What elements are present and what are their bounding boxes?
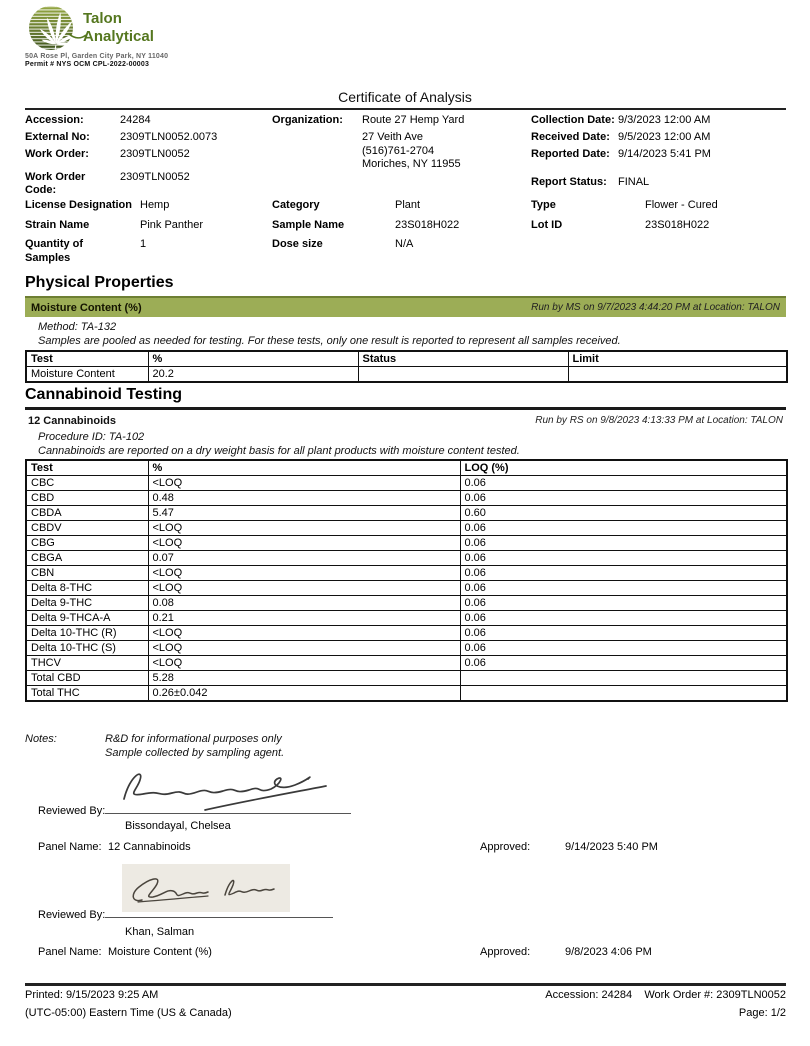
strain-name-label: Strain Name xyxy=(25,219,90,231)
footer-work-order: Work Order #: 2309TLN0052 xyxy=(644,989,786,1001)
strain-name-value: Pink Panther xyxy=(140,219,203,231)
collection-date-label: Collection Date: xyxy=(531,114,615,126)
received-date-value: 9/5/2023 12:00 AM xyxy=(618,131,711,143)
approved-1-value: 9/14/2023 5:40 PM xyxy=(565,841,658,853)
work-order-code-label: Work Order xyxy=(25,171,86,183)
table-row: Delta 10-THC (S) <LOQ 0.06 xyxy=(26,641,787,656)
collection-date-value: 9/3/2023 12:00 AM xyxy=(618,114,711,126)
approved-2-value: 9/8/2023 4:06 PM xyxy=(565,946,652,958)
moisture-banner xyxy=(25,296,786,317)
footer-accession: Accession: 24284 xyxy=(545,989,633,1001)
lab-permit: Permit # NYS OCM CPL-2022-00003 xyxy=(25,61,150,68)
footer-divider xyxy=(25,983,786,986)
work-order-code-label-2: Code: xyxy=(25,184,57,196)
table-row: THCV <LOQ 0.06 xyxy=(26,656,787,671)
table-row: CBDV <LOQ 0.06 xyxy=(26,521,787,536)
type-label: Type xyxy=(531,199,556,211)
approved-2-label: Approved: xyxy=(480,946,531,958)
footer-printed: Printed: 9/15/2023 9:25 AM xyxy=(25,989,159,1001)
notes-line2: Sample collected by sampling agent. xyxy=(105,747,285,759)
reviewed-by-2 xyxy=(38,906,333,921)
table-row: CBDA 5.47 0.60 xyxy=(26,506,787,521)
category-value: Plant xyxy=(395,199,421,211)
moisture-note: Samples are pooled as needed for testing. For these tests, only one result is reported to represent all samples received. xyxy=(38,335,621,347)
talon-logo xyxy=(25,4,205,52)
cannabinoids-col-pct: % xyxy=(148,460,460,476)
table-row: CBG <LOQ 0.06 xyxy=(26,536,787,551)
signature-salman-image xyxy=(122,864,290,912)
cannabinoids-banner xyxy=(25,407,786,429)
accession-value: 24284 xyxy=(120,114,151,126)
organization-address2: Moriches, NY 11955 xyxy=(362,158,461,170)
table-row: CBN <LOQ 0.06 xyxy=(26,566,787,581)
cannabinoids-banner-title: 12 Cannabinoids xyxy=(28,414,117,427)
quantity-value: 1 xyxy=(140,238,147,250)
reviewer-name-2: Khan, Salman xyxy=(125,926,195,938)
cannabinoids-run-info: Run by RS on 9/8/2023 4:13:33 PM at Location: TALON xyxy=(535,415,783,426)
cannabinoids-table xyxy=(25,459,788,702)
license-designation-label: License Designation xyxy=(25,199,132,211)
type-value: Flower - Cured xyxy=(645,199,718,211)
physical-properties-heading: Physical Properties xyxy=(25,274,174,291)
panel-name-1-label: Panel Name: xyxy=(38,841,102,853)
license-designation-value: Hemp xyxy=(140,199,170,211)
cannabinoids-col-loq: LOQ (%) xyxy=(460,460,787,476)
moisture-banner-title: Moisture Content (%) xyxy=(31,301,142,314)
moisture-col-limit: Limit xyxy=(568,351,787,367)
moisture-table xyxy=(25,350,788,383)
accession-label: Accession: xyxy=(25,114,84,126)
table-row: Total CBD 5.28 xyxy=(26,671,787,686)
work-order-label: Work Order: xyxy=(25,148,89,160)
table-row: Delta 10-THC (R) <LOQ 0.06 xyxy=(26,626,787,641)
cannabinoids-col-test: Test xyxy=(26,460,148,476)
moisture-method: Method: TA-132 xyxy=(38,321,117,333)
organization-label: Organization: xyxy=(272,114,343,126)
panel-name-1-value: 12 Cannabinoids xyxy=(108,841,191,853)
lab-address: 50A Rose Pl, Garden City Park, NY 11040 xyxy=(25,53,169,60)
panel-name-2-label: Panel Name: xyxy=(38,946,102,958)
moisture-col-status: Status xyxy=(358,351,568,367)
moisture-header-row xyxy=(26,351,787,367)
report-status-value: FINAL xyxy=(618,176,650,188)
quantity-label: Quantity of xyxy=(25,238,84,250)
work-order-value: 2309TLN0052 xyxy=(120,148,190,160)
page-title: Certificate of Analysis xyxy=(338,89,472,105)
organization-phone: (516)761-2704 xyxy=(362,145,435,157)
lot-id-value: 23S018H022 xyxy=(645,219,710,231)
logo-text-analytical: Analytical xyxy=(83,28,154,45)
sample-name-label: Sample Name xyxy=(272,219,345,231)
dose-size-value: N/A xyxy=(395,238,414,250)
moisture-row: Moisture Content 20.2 xyxy=(26,367,787,383)
footer-timezone: (UTC-05:00) Eastern Time (US & Canada) xyxy=(25,1007,232,1019)
table-row: Delta 9-THC 0.08 0.06 xyxy=(26,596,787,611)
table-row: CBGA 0.07 0.06 xyxy=(26,551,787,566)
reviewed-by-2-label: Reviewed By: xyxy=(38,909,106,921)
moisture-col-test: Test xyxy=(26,351,148,367)
notes-label: Notes: xyxy=(25,733,57,745)
moisture-col-pct: % xyxy=(148,351,358,367)
external-no-label: External No: xyxy=(25,131,90,143)
signature-line-2 xyxy=(105,906,333,918)
sample-name-value: 23S018H022 xyxy=(395,219,460,231)
table-row: CBC <LOQ 0.06 xyxy=(26,476,787,491)
table-row: Total THC 0.26±0.042 xyxy=(26,686,787,702)
received-date-label: Received Date: xyxy=(531,131,610,143)
moisture-run-info: Run by MS on 9/7/2023 4:44:20 PM at Location: TALON xyxy=(531,302,780,313)
cannabinoids-note: Cannabinoids are reported on a dry weight basis for all plant products with moisture content tested. xyxy=(38,445,520,457)
signature-line-1 xyxy=(105,802,351,814)
cannabinoids-header-row xyxy=(26,460,787,476)
lot-id-label: Lot ID xyxy=(531,219,563,231)
title-divider xyxy=(25,108,786,110)
cannabinoids-procedure: Procedure ID: TA-102 xyxy=(38,431,145,443)
category-label: Category xyxy=(272,199,320,211)
quantity-label-2: Samples xyxy=(25,252,71,264)
reviewer-name-1: Bissondayal, Chelsea xyxy=(125,820,231,832)
work-order-code-value: 2309TLN0052 xyxy=(120,171,190,183)
footer-page: Page: 1/2 xyxy=(738,1007,786,1019)
organization-address1: 27 Veith Ave xyxy=(362,131,423,143)
report-status-label: Report Status: xyxy=(531,176,607,188)
table-row: Delta 8-THC <LOQ 0.06 xyxy=(26,581,787,596)
notes-line1: R&D for informational purposes only xyxy=(105,733,282,745)
reviewed-by-1 xyxy=(38,802,351,817)
table-row: CBD 0.48 0.06 xyxy=(26,491,787,506)
reported-date-value: 9/14/2023 5:41 PM xyxy=(618,148,711,160)
talon-logo-graphic xyxy=(25,4,205,52)
table-row: Delta 9-THCA-A 0.21 0.06 xyxy=(26,611,787,626)
approved-1-label: Approved: xyxy=(480,841,531,853)
cannabinoid-testing-heading: Cannabinoid Testing xyxy=(25,386,183,403)
organization-name: Route 27 Hemp Yard xyxy=(362,114,465,126)
external-no-value: 2309TLN0052.0073 xyxy=(120,131,218,143)
footer-ids xyxy=(545,989,786,1001)
dose-size-label: Dose size xyxy=(272,238,323,250)
panel-name-2-value: Moisture Content (%) xyxy=(108,946,212,958)
reported-date-label: Reported Date: xyxy=(531,148,610,160)
reviewed-by-1-label: Reviewed By: xyxy=(38,805,106,817)
logo-text-talon: Talon xyxy=(83,10,122,27)
